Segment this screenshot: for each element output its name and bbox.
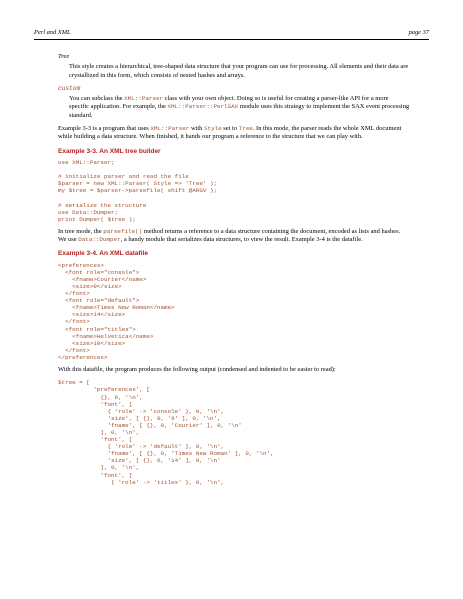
text-run: with [189,125,204,133]
inline-code: Tree [238,125,253,133]
code-block: <preferences> <font role="console"> <fname>Courier</name> <size>9</size> </font> <font role="default"> <fname>Times New Roman</name> <size>14</size> </font> <font role="titles"> <fname>Helvetica</name> <size>10</size> </font> </preferences> [58,261,175,361]
text-run: , a handy module that serializes data structures, to view the result. Example 3-4 is the datafile. [120,236,363,244]
text-run: With this datafile, the program produces the following output (condensed and indented to be easier to read): [58,366,336,374]
term-description [69,63,410,80]
text-run: You can subclass the [69,95,125,103]
inline-code: XML::Parser::PerlSAX [167,103,239,111]
page-content [58,53,410,491]
running-header-title: Perl and XML [34,29,71,36]
example-title: Example 3-3. An XML tree builder [58,147,161,155]
term-label: Tree [58,53,70,60]
inline-code: parsefile() [103,227,143,235]
text-run: In tree mode, the [58,227,104,235]
inline-code: Style [204,125,222,133]
output-code-block: $tree = [ 'preferences', [ {}, 0, '\n', 'font', [ { 'role' -> 'console' }, 0, '\n', 'size', [ {}, 0, '9' ], 0, '\n', 'fname', [ {}, 0, 'Courier' ], 0, '\n' ], 0, '\n', 'font', [ { 'role' -> 'default' }, 0, '\n', 'fname', [ {}, 0, 'Times New Roman' ], 0, '\n', 'size', [ {}, 0, '14' ], 0, '\n' ], 0, '\n', 'font', [ { 'role' -> 'titles' }, 0, '\n', [58,379,274,486]
text-run: This style creates a hierarchical, tree-shaped data structure that your program can use for processing. All elements and their data are crystallized in this form, which consists of nested hashes and arrays. [69,63,409,79]
paragraph-intro [58,125,410,142]
term-custom [58,85,410,120]
text-run: . In this mode, the parser reads the whole XML document while building a data structure. When finished, it hands our program a reference to the structure that we can play with. [58,125,402,141]
text-run: method returns a reference to a data structure containing the document, encoded as lists and hashes. We use [58,227,401,244]
example-title: Example 3-4. An XML datafile [58,250,148,258]
paragraph-output-intro [58,366,410,374]
text-run: class with your own object. Doing so is useful for creating a parser-like API for a more specific application. For example, the [69,95,389,111]
text-run: module uses this strategy to implement the SAX event processing standard. [69,103,410,119]
inline-code: XML::Parser [150,125,190,133]
paragraph-tree-mode [58,228,410,245]
term-description [69,95,410,120]
page-number: page 37 [408,29,429,36]
header-rule [34,39,429,40]
text-run: set to [221,125,239,133]
text-run: Example 3-3 is a program that uses [58,125,151,133]
term-label: custom [58,84,81,92]
inline-code: XML::Parser [124,95,164,103]
term-tree [58,53,410,80]
code-block: use XML::Parser; # initialize parser and read the file $parser = new XML::Parser( Style => 'Tree' ); my $tree = $parser->parsefile( shift @ARGV ); # serialize the structure use Data::Dumper; print Dumper( $tree ); [58,158,218,223]
inline-code: Data::Dumper [78,236,121,244]
